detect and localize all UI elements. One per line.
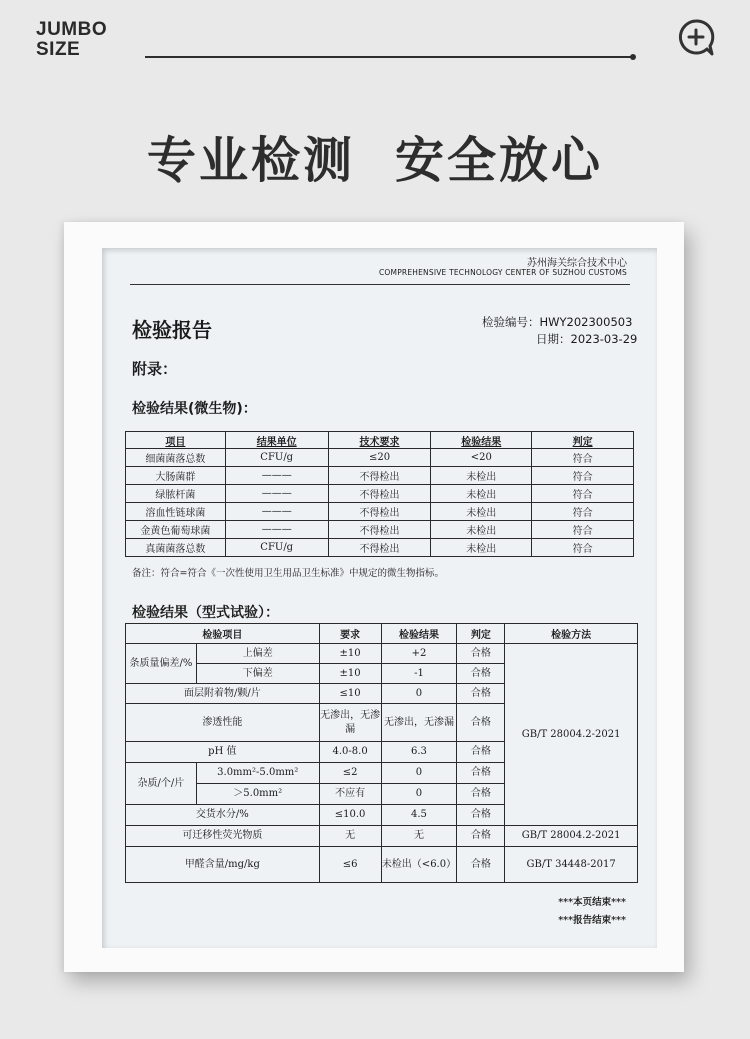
table-cell: 无 xyxy=(381,826,457,847)
table-cell: 渗透性能 xyxy=(126,704,320,742)
headline-part2: 安全放心 xyxy=(395,132,604,189)
report-paper xyxy=(102,248,657,948)
chat-plus-icon[interactable] xyxy=(674,16,718,60)
table-row xyxy=(126,847,638,883)
micro-header-cell: 项目 xyxy=(126,432,226,449)
table-cell: ≤6 xyxy=(319,847,381,883)
type-header-row xyxy=(126,624,638,644)
table-cell: 0 xyxy=(381,684,457,704)
table-cell: ≤20 xyxy=(328,449,431,467)
table-cell: CFU/g xyxy=(225,539,328,557)
type-header-cell: 要求 xyxy=(319,624,381,644)
table-cell: 溶血性链球菌 xyxy=(126,503,226,521)
table-cell: 6.3 xyxy=(381,742,457,763)
table-row xyxy=(126,503,634,521)
table-cell: 甲醛含量/mg/kg xyxy=(126,847,320,883)
brand-divider xyxy=(145,56,633,58)
table-cell: 合格 xyxy=(457,742,505,763)
headline-part1: 专业检测 xyxy=(146,132,355,189)
report-title: 检验报告 xyxy=(132,318,212,342)
type-header-cell: 检验方法 xyxy=(505,624,638,644)
table-cell: 合格 xyxy=(457,684,505,704)
table-cell: 未检出 xyxy=(431,467,532,485)
table-cell: ≤2 xyxy=(319,763,381,784)
table-cell: CFU/g xyxy=(225,449,328,467)
table-cell: 符合 xyxy=(532,539,634,557)
appendix-label: 附录： xyxy=(132,360,178,378)
micro-header-cell: 检验结果 xyxy=(431,432,532,449)
table-cell: 未检出（<6.0） xyxy=(381,847,457,883)
table-cell: ＞5.0mm² xyxy=(196,784,319,805)
table-cell: 合格 xyxy=(457,704,505,742)
table-cell: 符合 xyxy=(532,449,634,467)
brand-line1: JUMBO xyxy=(36,19,108,40)
table-cell: +2 xyxy=(381,644,457,664)
micro-note: 备注：符合=符合《一次性使用卫生用品卫生标准》中规定的微生物指标。 xyxy=(132,568,444,579)
table-cell: 金黄色葡萄球菌 xyxy=(126,521,226,539)
table-cell: 无渗出，无渗漏 xyxy=(381,704,457,742)
table-cell: 交货水分/% xyxy=(126,805,320,826)
report-number: 检验编号：HWY202300503 xyxy=(482,315,633,329)
table-cell: 未检出 xyxy=(431,521,532,539)
table-cell: ±10 xyxy=(319,644,381,664)
org-name-en: COMPREHENSIVE TECHNOLOGY CENTER OF SUZHOU CUSTOMS xyxy=(378,268,627,277)
table-cell: ——— xyxy=(225,521,328,539)
table-row xyxy=(126,521,634,539)
table-cell: 合格 xyxy=(457,826,505,847)
table-cell: GB/T 34448-2017 xyxy=(505,847,638,883)
type-header-cell: 检验结果 xyxy=(381,624,457,644)
table-cell: 上偏差 xyxy=(196,644,319,664)
table-cell: ≤10.0 xyxy=(319,805,381,826)
table-cell: ——— xyxy=(225,485,328,503)
table-cell: 不应有 xyxy=(319,784,381,805)
table-cell: ±10 xyxy=(319,664,381,684)
table-cell: GB/T 28004.2-2021 xyxy=(505,644,638,826)
table-row xyxy=(126,485,634,503)
table-cell: 杂质/个/片 xyxy=(126,763,197,805)
table-cell: 不得检出 xyxy=(328,503,431,521)
page-headline xyxy=(0,122,750,192)
brand-logo xyxy=(36,20,107,60)
table-cell: -1 xyxy=(381,664,457,684)
table-cell: 符合 xyxy=(532,521,634,539)
type-header-cell: 检验项目 xyxy=(126,624,320,644)
micro-table xyxy=(125,431,634,557)
micro-header-row xyxy=(126,432,634,449)
micro-header-cell: 判定 xyxy=(532,432,634,449)
table-cell: 0 xyxy=(381,763,457,784)
table-cell: 未检出 xyxy=(431,503,532,521)
micro-header-cell: 结果单位 xyxy=(225,432,328,449)
type-header-cell: 判定 xyxy=(457,624,505,644)
table-cell: 合格 xyxy=(457,644,505,664)
table-cell: 无渗出，无渗漏 xyxy=(319,704,381,742)
table-cell: 3.0mm²-5.0mm² xyxy=(196,763,319,784)
table-cell: ≤10 xyxy=(319,684,381,704)
table-cell: 细菌菌落总数 xyxy=(126,449,226,467)
table-cell: 可迁移性荧光物质 xyxy=(126,826,320,847)
table-cell: 真菌菌落总数 xyxy=(126,539,226,557)
table-cell: 合格 xyxy=(457,664,505,684)
brand-divider-dot xyxy=(630,54,636,60)
table-cell: 未检出 xyxy=(431,485,532,503)
table-cell: 不得检出 xyxy=(328,521,431,539)
table-cell: 不得检出 xyxy=(328,467,431,485)
table-row xyxy=(126,539,634,557)
table-cell: 合格 xyxy=(457,847,505,883)
table-row xyxy=(126,826,638,847)
brand-line2: SIZE xyxy=(36,39,81,60)
table-cell: 合格 xyxy=(457,763,505,784)
report-date: 日期：2023-03-29 xyxy=(536,332,638,346)
table-cell: 条质量偏差/% xyxy=(126,644,197,684)
table-cell: 未检出 xyxy=(431,539,532,557)
table-cell: 符合 xyxy=(532,485,634,503)
org-name-cn: 苏州海关综合技术中心 xyxy=(527,258,627,269)
table-row xyxy=(126,644,638,664)
table-row xyxy=(126,449,634,467)
table-cell: 大肠菌群 xyxy=(126,467,226,485)
section-micro-title: 检验结果(微生物)： xyxy=(132,401,257,417)
table-cell: 绿脓杆菌 xyxy=(126,485,226,503)
table-cell: 不得检出 xyxy=(328,539,431,557)
table-cell: 符合 xyxy=(532,467,634,485)
micro-header-cell: 技术要求 xyxy=(328,432,431,449)
table-row xyxy=(126,467,634,485)
table-cell: 合格 xyxy=(457,784,505,805)
picture-frame xyxy=(64,222,684,972)
table-cell: 合格 xyxy=(457,805,505,826)
report-end-marker: ***报告结束*** xyxy=(558,915,626,926)
type-test-table xyxy=(125,623,638,883)
table-cell: 4.5 xyxy=(381,805,457,826)
table-cell: GB/T 28004.2-2021 xyxy=(505,826,638,847)
table-cell: 不得检出 xyxy=(328,485,431,503)
table-cell: 4.0-8.0 xyxy=(319,742,381,763)
table-cell: ——— xyxy=(225,503,328,521)
table-cell: 无 xyxy=(319,826,381,847)
table-cell: pH 值 xyxy=(126,742,320,763)
table-cell: 0 xyxy=(381,784,457,805)
table-cell: 符合 xyxy=(532,503,634,521)
table-cell: <20 xyxy=(431,449,532,467)
section-type-title: 检验结果（型式试验）： xyxy=(132,605,279,621)
header-rule xyxy=(130,284,630,285)
report-meta xyxy=(482,314,637,348)
page-end-marker: ***本页结束*** xyxy=(558,897,626,908)
table-cell: 面层附着物/颗/片 xyxy=(126,684,320,704)
table-cell: ——— xyxy=(225,467,328,485)
table-cell: 下偏差 xyxy=(196,664,319,684)
